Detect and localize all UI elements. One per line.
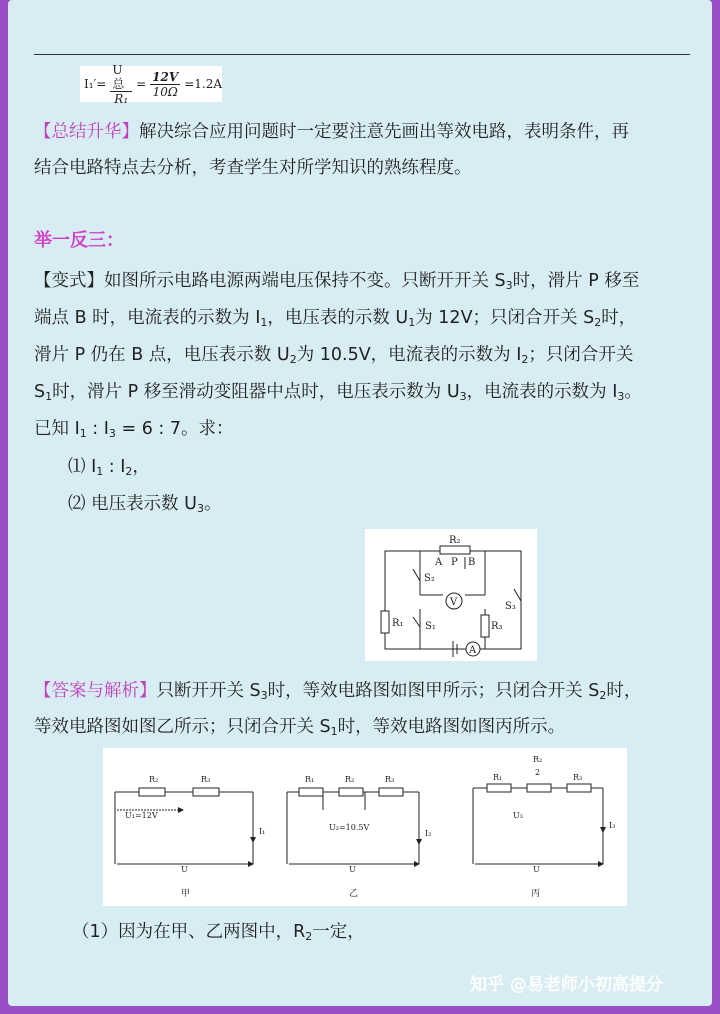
label-s1: S₁ — [425, 621, 436, 632]
formula-lhs: I₁′= — [84, 77, 107, 91]
svg-text:U: U — [533, 865, 540, 874]
answer-tag: 【答案与解析】 — [34, 681, 157, 701]
circuit-bing — [473, 784, 603, 864]
circuit-jia — [115, 788, 253, 864]
label-b: B — [468, 557, 476, 568]
svg-text:丙: 丙 — [531, 889, 541, 899]
label-v: V — [450, 597, 458, 608]
section-heading: 举一反三： — [34, 230, 124, 251]
watermark: 知乎 @易老师小初高提分 — [470, 975, 663, 995]
formula-image: I₁′= $\frac{\text{U总}}{\text{R₁}}$ = $\frac{12V}{10\Omega}$ =1.2A — [80, 66, 222, 102]
svg-text:R₃: R₃ — [201, 775, 211, 784]
label-a: A — [435, 557, 443, 568]
summary-tag: 【总结升华】 — [34, 122, 139, 142]
svg-text:2: 2 — [535, 768, 541, 777]
svg-text:R₂: R₂ — [149, 775, 159, 784]
svg-text:R₃: R₃ — [385, 775, 395, 784]
divider-line — [34, 54, 690, 55]
svg-text:I₁: I₁ — [259, 827, 266, 836]
svg-text:U₂=10.5V: U₂=10.5V — [329, 823, 370, 832]
problem-line-3: 滑片 P 仍在 B 点，电压表示数 $U_2$为 10.5V，电流表的示数为 $I_2$；只闭合开关 — [34, 345, 634, 366]
svg-text:乙: 乙 — [349, 889, 359, 899]
answer-line-1: 【答案与解析】只断开开关 $S_3$时，等效电路图如图甲所示；只闭合开关 $S_2$时， — [34, 681, 642, 702]
problem-line-4: $S_1$时，滑片 P 移至滑动变阻器中点时，电压表示数为 $U_3$，电流表的示数为 $I_3$。 — [34, 382, 642, 403]
svg-text:I₃: I₃ — [609, 821, 616, 830]
label-s2: S₂ — [424, 573, 435, 584]
problem-line-5: 已知 $I_1$ : $I_3 = 6$ : 7。求： — [34, 419, 234, 440]
svg-text:R₂: R₂ — [345, 775, 355, 784]
summary-line-2: 结合电路特点去分析，考查学生对所学知识的熟练程度。 — [34, 158, 472, 178]
question-2: ⑵ 电压表示数 $U_3$。 — [68, 494, 222, 515]
resistor-r3 — [481, 615, 489, 637]
svg-text:U: U — [181, 865, 188, 874]
label-p: P — [451, 557, 458, 568]
svg-text:R₃: R₃ — [573, 773, 583, 782]
switch-s3 — [514, 589, 521, 601]
svg-text:R₂: R₂ — [533, 755, 543, 764]
svg-text:I₂: I₂ — [425, 829, 432, 838]
svg-text:U₃: U₃ — [513, 811, 523, 820]
equivalent-circuits — [103, 748, 627, 906]
answer-line-2: 等效电路图如图乙所示；只闭合开关 $S_1$时，等效电路图如图丙所示。 — [34, 717, 566, 738]
label-ammeter: A — [469, 645, 477, 656]
formula-fraction-2: $\frac{12V}{10\Omega}$ — [152, 69, 179, 99]
label-s3: S₃ — [505, 601, 516, 612]
formula-fraction-1: $\frac{\text{U总}}{\text{R₁}}$ — [110, 63, 132, 106]
problem-line-1: 【变式】如图所示电路电源两端电压保持不变。只断开开关 $S_3$时，滑片 P 移至 — [34, 271, 640, 292]
svg-text:R₁: R₁ — [493, 773, 503, 782]
switch-s1 — [413, 617, 420, 627]
svg-text:甲: 甲 — [181, 889, 191, 899]
rheostat-r2 — [440, 546, 470, 554]
switch-s2 — [413, 569, 420, 581]
svg-text:U: U — [349, 865, 356, 874]
circuit-diagram — [365, 529, 537, 661]
content-panel — [8, 0, 712, 1006]
question-1: ⑴ $I_1$ : $I_2$， — [68, 457, 150, 478]
svg-text:U₁=12V: U₁=12V — [125, 811, 158, 820]
svg-text:R₁: R₁ — [305, 775, 315, 784]
step-1: （1）因为在甲、乙两图中，$R_2$一定， — [72, 922, 365, 943]
formula-result: =1.2A — [184, 77, 222, 91]
label-r3: R₃ — [491, 621, 503, 632]
label-r1: R₁ — [392, 618, 404, 629]
summary-line-1: 【总结升华】解决综合应用问题时一定要注意先画出等效电路，表明条件，再 — [34, 122, 629, 142]
problem-line-2: 端点 B 时，电流表的示数为 $I_1$，电压表的示数 $U_1$为 12V；只闭合开关 $S_2$时， — [34, 308, 637, 329]
label-r2: R₂ — [449, 535, 461, 546]
resistor-r1 — [381, 611, 389, 633]
